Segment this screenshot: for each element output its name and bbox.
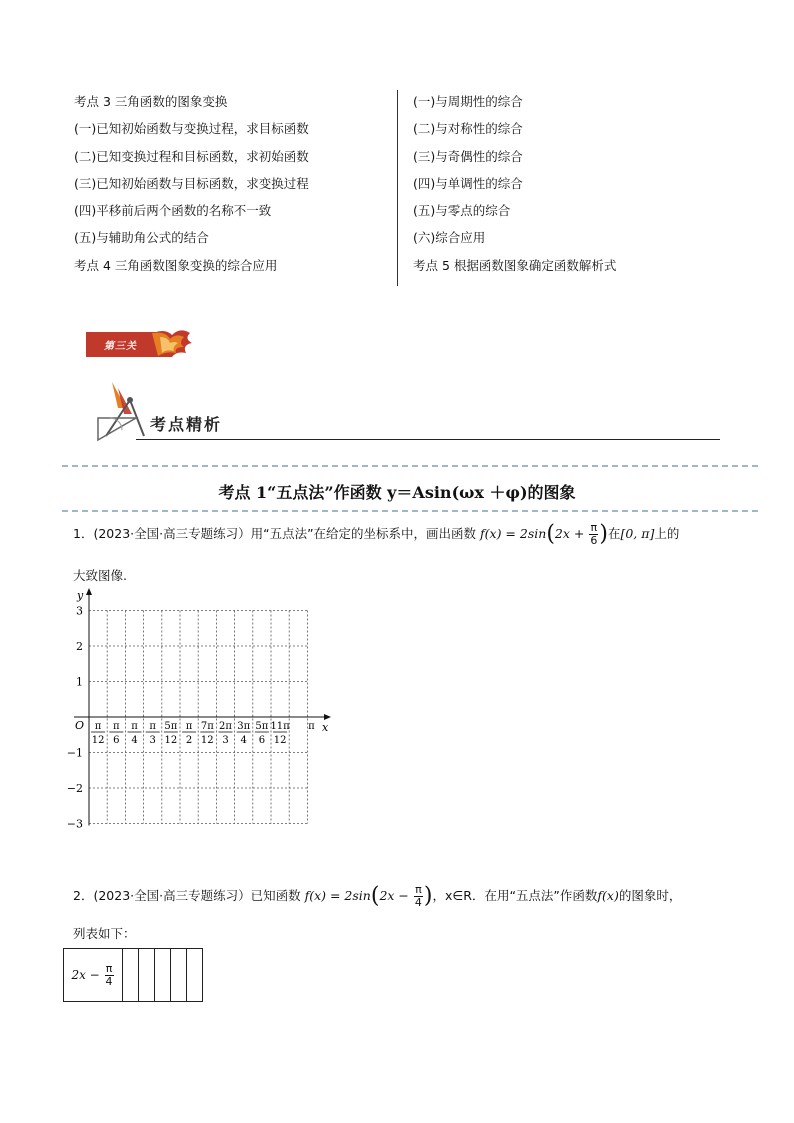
question-1-line-2: 大致图像. (73, 568, 127, 583)
y-tick-label: 2 (76, 640, 83, 653)
q2-fraction: $\frac{\pi}{4}$ (414, 883, 422, 909)
x-axis-label: x (322, 721, 329, 734)
q1-function-inner: 2x + (554, 526, 585, 541)
toc-left-item: 考点 4 三角函数图象变换的综合应用 (74, 257, 278, 273)
dashed-separator-bottom (62, 510, 758, 512)
x-tick-numerator: π (149, 721, 156, 732)
table-header-cell: 2x − $\frac{\pi}{4}$ (64, 949, 123, 1002)
x-tick-denominator: 6 (113, 735, 120, 746)
x-tick-denominator: 6 (258, 735, 266, 746)
section-title: 考点 1“五点法”作函数 y＝Asin(ωx ＋φ)的图象 (218, 483, 576, 502)
q1-interval: [0, π] (620, 526, 655, 541)
x-tick-numerator: 7π (200, 721, 214, 732)
x-tick-numerator: π (113, 721, 120, 732)
toc-right-item: (二)与对称性的综合 (413, 121, 523, 137)
q2-prefix: 2．(2023·全国·高三专题练习）已知函数 (73, 888, 301, 903)
origin-label: O (75, 719, 85, 732)
q2-open-paren: ( (370, 883, 380, 909)
toc-left-item: (三)已知初始函数与目标函数，求变换过程 (74, 175, 309, 191)
q1-suffix: 上的 (654, 526, 680, 541)
toc-right-item: 考点 5 根据函数图象确定函数解析式 (413, 257, 617, 273)
x-tick-numerator: π (94, 721, 102, 732)
table-cell[interactable] (123, 949, 139, 1002)
table-cell[interactable] (155, 949, 171, 1002)
toc-left-item: (二)已知变换过程和目标函数，求初始函数 (74, 148, 309, 164)
toc-left-item: (一)已知初始函数与变换过程，求目标函数 (74, 121, 309, 137)
question-2-line-2: 列表如下： (73, 926, 136, 941)
q1-function-lhs: f(x) = 2sin (480, 526, 547, 541)
x-tick-numerator: π (131, 721, 138, 732)
q2-function-lhs: f(x) = 2sin (304, 888, 371, 903)
banner-label: 第三关 (104, 341, 137, 352)
toc-right-item: (六)综合应用 (413, 230, 486, 246)
toc-right-item: (五)与零点的综合 (413, 203, 511, 219)
q1-open-paren: ( (546, 521, 555, 547)
y-axis-label: y (77, 589, 84, 602)
toc-right-item: (四)与单调性的综合 (413, 175, 523, 191)
x-tick-numerator: π (185, 721, 193, 732)
toc-left-item: (四)平移前后两个函数的名称不一致 (74, 203, 272, 219)
x-tick-label: π (308, 721, 315, 732)
y-tick-label: −1 (66, 746, 83, 760)
table-cell[interactable] (187, 949, 203, 1002)
five-point-table (63, 948, 203, 1002)
toc-left-item: (五)与辅助角公式的结合 (74, 230, 209, 246)
q1-mid: 在 (607, 526, 621, 541)
toc-divider (397, 90, 398, 286)
q2-domain: ，x∈R．在用“五点法”作函数 (432, 888, 598, 903)
y-tick-label: 3 (76, 604, 83, 618)
x-tick-denominator: 2 (185, 735, 193, 746)
toc-right-item: (三)与奇偶性的综合 (413, 148, 523, 164)
question-2-line-1 (73, 884, 681, 909)
x-tick-numerator: 5π (255, 721, 269, 732)
x-tick-denominator: 3 (222, 735, 229, 746)
y-axis-arrow (86, 588, 92, 595)
toc-left-column (74, 92, 394, 283)
y-tick-label: 1 (76, 675, 83, 689)
x-tick-denominator: 3 (149, 735, 156, 746)
kaodian-rule (136, 439, 720, 440)
x-tick-denominator: 4 (240, 735, 247, 746)
ruler-compass-icon (96, 378, 156, 442)
x-tick-denominator: 12 (273, 735, 287, 746)
q2-function-name: f(x) (597, 888, 619, 903)
toc-right-item: (一)与周期性的综合 (413, 94, 523, 109)
q1-prefix: 1．(2023·全国·高三专题练习）用“五点法”在给定的坐标系中，画出函数 (73, 526, 477, 541)
y-tick-label: −3 (66, 817, 83, 831)
q2-function-inner: 2x − (379, 888, 409, 903)
question-1-line-1 (73, 522, 679, 547)
q1-fraction: $\frac{\pi}{6}$ (590, 521, 598, 547)
q2-suffix: 的图象时， (618, 888, 682, 903)
x-tick-denominator: 12 (164, 735, 178, 746)
kaodian-header (96, 378, 720, 442)
y-tick-label: −2 (66, 782, 83, 795)
x-tick-numerator: 3π (237, 721, 251, 732)
q1-close-paren: ) (599, 521, 608, 547)
table-cell[interactable] (171, 949, 187, 1002)
banner-flame-icon (86, 329, 196, 359)
x-tick-numerator: 2π (219, 721, 232, 732)
x-tick-numerator: 5π (164, 721, 178, 732)
toc-left-item: 考点 3 三角函数的图象变换 (74, 94, 228, 109)
dashed-separator-top (62, 465, 758, 467)
toc-right-column (413, 92, 713, 283)
x-tick-denominator: 12 (91, 735, 105, 746)
coordinate-grid (60, 585, 350, 840)
kaodian-title: 考点精析 (150, 415, 223, 434)
x-axis-arrow (324, 714, 331, 720)
x-tick-numerator: 11π (270, 721, 290, 732)
section-banner (86, 329, 196, 359)
x-tick-denominator: 4 (131, 735, 138, 746)
table-cell[interactable] (139, 949, 155, 1002)
x-tick-denominator: 12 (200, 735, 214, 746)
q2-close-paren: ) (423, 883, 433, 909)
